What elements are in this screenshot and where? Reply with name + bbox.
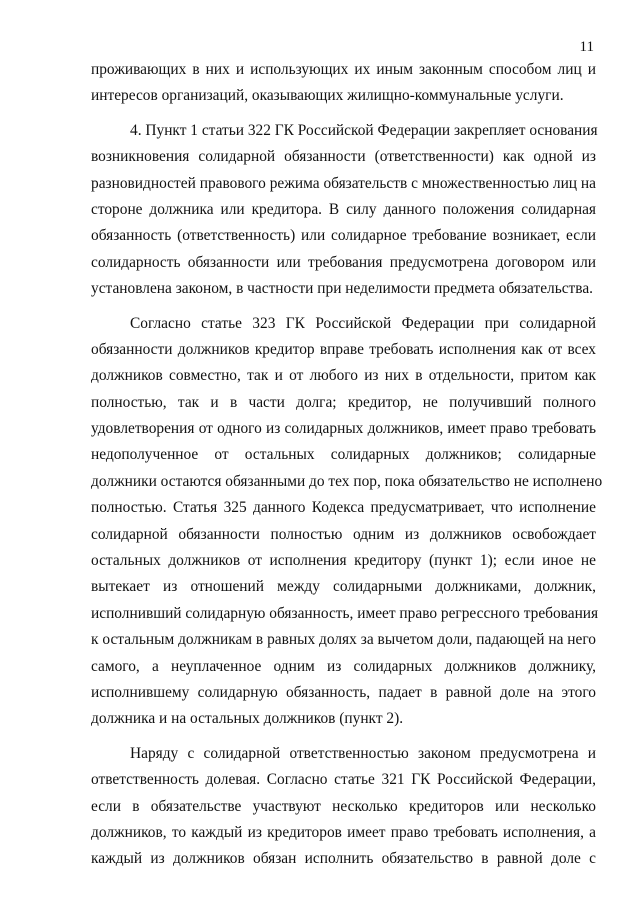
- text-line: к остальным должникам в равных долях за вычетом доли, падающей на него: [91, 631, 596, 649]
- text-line: каждый из должников обязан исполнить обязательство в равной доле с: [91, 850, 596, 868]
- text-line: остальных должников от исполнения кредитору (пункт 1); если иное не: [91, 552, 596, 570]
- text-line: недополученное от остальных солидарных должников; солидарные: [91, 446, 596, 464]
- page-number: 11: [579, 39, 594, 55]
- text-line: Согласно статье 323 ГК Российской Федерации при солидарной: [130, 314, 596, 332]
- paragraph: [91, 118, 596, 303]
- text-line: солидарность обязанности или требования предусмотрена договором или: [91, 253, 596, 271]
- text-line: должников, то каждый из кредиторов имеет право требовать исполнения, а: [91, 823, 596, 841]
- text-line: проживающих в них и использующих их иным законным способом лиц и: [91, 61, 596, 78]
- text-line: исполнивший солидарную обязанность, имеет право регрессного требования: [91, 604, 599, 622]
- text-line: обязанности должников кредитор вправе требовать исполнения как от всех: [91, 340, 596, 358]
- text-line: должников совместно, так и от любого из них в отдельности, притом как: [91, 367, 596, 385]
- text-line: если в обязательстве участвуют несколько кредиторов или несколько: [91, 797, 596, 815]
- text-line: разновидностей правового режима обязательств с множественностью лиц на: [91, 174, 596, 192]
- text-line: полностью, так и в части долга; кредитор, не получивший полного: [91, 393, 596, 411]
- text-line: исполнившему солидарную обязанность, падает в равной доле на этого: [91, 683, 596, 701]
- text-line: ответственность долевая. Согласно статье 321 ГК Российской Федерации,: [91, 771, 596, 789]
- paragraph: [91, 741, 596, 873]
- text-line: интересов организаций, оказывающих жилищно-коммунальные услуги.: [91, 87, 564, 105]
- paragraph: [91, 311, 603, 733]
- text-line: Наряду с солидарной ответственностью законом предусмотрена и: [130, 744, 596, 762]
- text-line: солидарной обязанности полностью одним из должников освобождает: [91, 525, 596, 543]
- text-line: должники остаются обязанными до тех пор, пока обязательство не исполнено: [91, 472, 603, 490]
- text-line: 4. Пункт 1 статьи 322 ГК Российской Федерации закрепляет основания: [130, 121, 598, 139]
- text-line: возникновения солидарной обязанности (ответственности) как одной из: [91, 148, 596, 166]
- paragraph-gap: [91, 733, 596, 741]
- paragraph-gap: [91, 303, 596, 311]
- document-body: [91, 57, 603, 873]
- text-line: установлена законом, в частности при неделимости предмета обязательства.: [91, 280, 594, 298]
- text-line: обязанность (ответственность) или солидарное требование возникает, если: [91, 227, 596, 245]
- text-line: полностью. Статья 325 данного Кодекса предусматривает, что исполнение: [91, 499, 596, 517]
- text-line: стороне должника или кредитора. В силу данного положения солидарная: [91, 200, 596, 218]
- text-line: вытекает из отношений между солидарными должниками, должник,: [91, 578, 596, 596]
- text-line: самого, а неуплаченное одним из солидарных должников должнику,: [91, 657, 596, 675]
- paragraph: [91, 57, 596, 110]
- text-line: удовлетворения от одного из солидарных должников, имеет право требовать: [91, 420, 596, 438]
- paragraph-gap: [91, 110, 596, 118]
- text-line: должника и на остальных должников (пункт 2).: [91, 710, 404, 728]
